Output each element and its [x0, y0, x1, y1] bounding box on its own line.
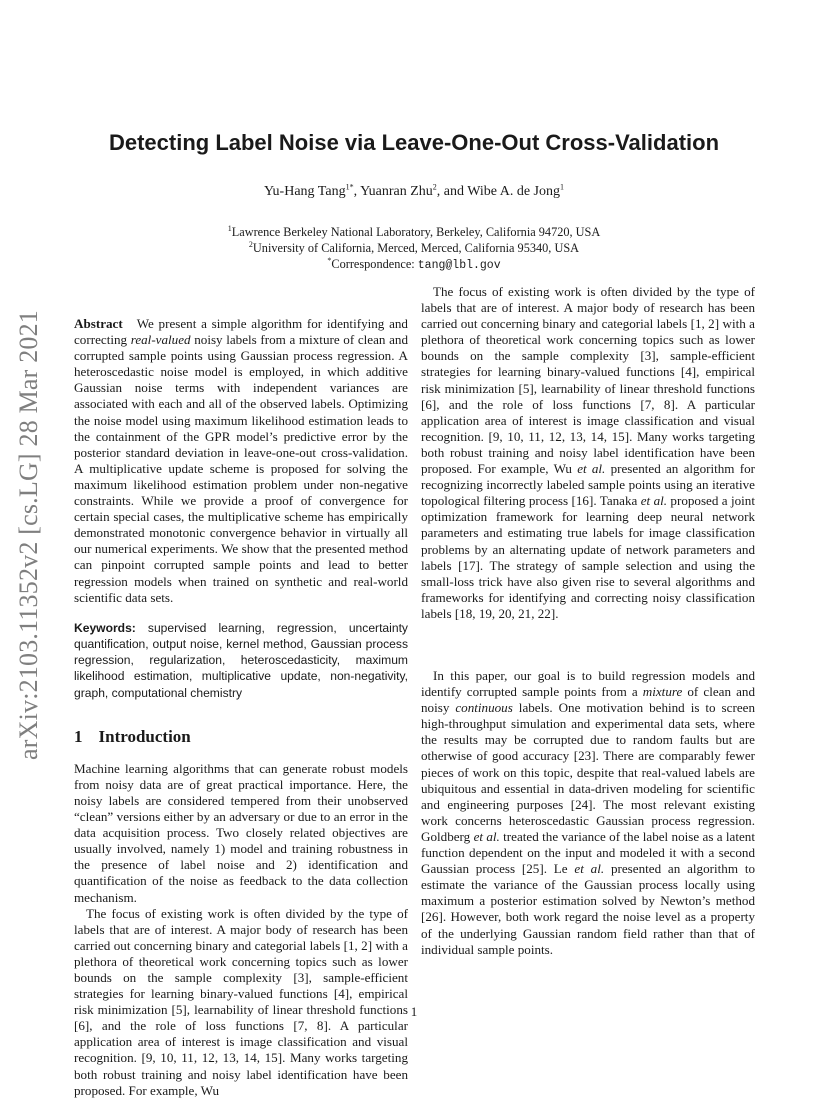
abstract-label: Abstract [74, 316, 123, 331]
author-affil-mark: 1 [560, 182, 564, 192]
abstract: Abstract We present a simple algorithm for identifying and correcting real-valued noisy labels from a mixture of clean and corrupted sample points using Gaussian process regression. A heteroscedastic noise model is employed, in which additive Gaussian noise terms with independent variances are associated with each and all of the observed labels. Optimizing the noise model using maximum likelihood estimation leads to the containment of the GPR model’s predictive error by the posterior standard deviation in leave-one-out cross-validation. A multiplicative update scheme is proposed for solving the maximum likelihood estimation problem under non-negative constraints. While we provide a proof of convergence for certain special cases, the multiplicative scheme has empirically demonstrated monotonic convergence behavior in virtually all our numerical experiments. We show that the presented method can pinpoint corrupted sample points and lead to better regression models when trained on synthetic and real-world scientific data sets. [74, 316, 408, 605]
intro-paragraph-1: Machine learning algorithms that can generate robust models from noisy data are of great practical importance. Here, the noisy labels are considered tempered from their unobserved “clean” versions either by an adversary or due to an error in the data acquisition process. Two closely related objectives are usually involved, namely 1) model and training robustness in the presence of label noise and 2) identification and quantification of the noise as feedback to the data collection mechanism. [74, 760, 408, 905]
right-column [421, 284, 756, 958]
arxiv-identifier: arXiv:2103.11352v2 [cs.LG] 28 Mar 2021 [14, 309, 43, 760]
paper-title: Detecting Label Noise via Leave-One-Out Cross-Validation [108, 130, 720, 155]
email-link[interactable]: tang@lbl.gov [417, 259, 501, 272]
intro-paragraph-2: The focus of existing work is often divided by the type of labels that are of interest. A major body of research has been carried out concerning binary and categorial labels [1, 2] with a plethora of theoretical work concerning topics such as lower bounds on the sample complexity [3], sample-efficient strategies for learning binary-valued functions [4], empirical risk minimization [5], learnability of linear threshold functions [6], and the role of loss functions [7, 8]. A particular application area of interest is image classification and visual recognition. [9, 10, 11, 12, 13, 14, 15]. Many works targeting both robust training and noisy label identification have been proposed. For example, Wu [74, 905, 408, 1098]
page-number: 1 [410, 1004, 418, 1019]
author-name: Yu-Hang Tang [263, 184, 346, 199]
affiliation-2: $^2$University of California, Merced, Merced, California 95340, USA [248, 239, 580, 255]
author-name: Wibe A. de Jong [467, 184, 560, 199]
author-affil-mark: 2 [432, 182, 437, 192]
correspondence: *Correspondence: tang@lbl.gov [327, 255, 501, 272]
keywords: Keywords: supervised learning, regression, uncertainty quantification, output noise, kernel method, Gaussian process regression, regularization, heteroscedasticity, maximum likelihood estimation, multiplicative update, non-negativity, graph, computational chemistry [74, 620, 408, 700]
affiliations [60, 224, 768, 274]
author-affil-mark: 1* [345, 182, 354, 192]
left-column [74, 316, 408, 1098]
keywords-label: Keywords: [74, 620, 136, 635]
section-heading-introduction: 1 Introduction [74, 726, 191, 746]
intro-paragraph-2-continued: The focus of existing work is often divided by the type of labels that are of interest. A major body of research has been carried out concerning binary and categorial labels [1, 2] with a plethora of theoretical work concerning topics such as lower bounds on the sample complexity [3], sample-efficient strategies for learning binary-valued functions [4], empirical risk minimization [5], learnability of linear threshold functions [6], and the role of loss functions [7, 8]. A particular application area of interest is image classification and visual recognition. [9, 10, 11, 12, 13, 14, 15]. Many works targeting both robust training and noisy label identification have been proposed. For example, Wu et al. presented an algorithm for recognizing incorrectly labeled sample points using an iterative topological filtering process [16]. Tanaka et al. proposed a joint optimization framework for learning deep neural network parameters and estimating true labels for image classification problems by an alternating update of network parameters and labels [17]. The strategy of sample selection and using the small-loss trick have also given rise to several algorithms and frameworks for identifying and correcting noisy classification labels [18, 19, 20, 21, 22]. [421, 284, 755, 621]
intro-paragraph-3: In this paper, our goal is to build regression models and identify corrupted sample points from a mixture of clean and noisy continuous labels. One motivation behind is to screen high-throughput simulation and experimental data sets, where the results may be corrupted due to random faults but are otherwise of good accuracy [23]. There are comparably fewer pieces of work on this topic, despite that real-valued labels are ubiquitous and essential in data-driven modeling for scientific and engineering purposes [24]. The most relevant existing work concerns heteroscedastic Gaussian process regression. Goldberg et al. treated the variance of the label noise as a latent function dependent on the input and modeled it with a second Gaussian process [25]. Le et al. presented an algorithm to estimate the variance of the Gaussian process locally using maximum a posterior estimation solved by Newton’s method [26]. However, both work regard the noise level as a property of the underlying Gaussian random field rather than that of individual sample points. [421, 668, 756, 957]
author-list: Yu-Hang Tang$^{1*}$, Yuanran Zhu$^2$, and Wibe A. de Jong$^1$ [263, 182, 564, 199]
author-name: Yuanran Zhu [360, 184, 433, 199]
affiliation-1: $^1$Lawrence Berkeley National Laboratory, Berkeley, California 94720, USA [227, 223, 601, 239]
